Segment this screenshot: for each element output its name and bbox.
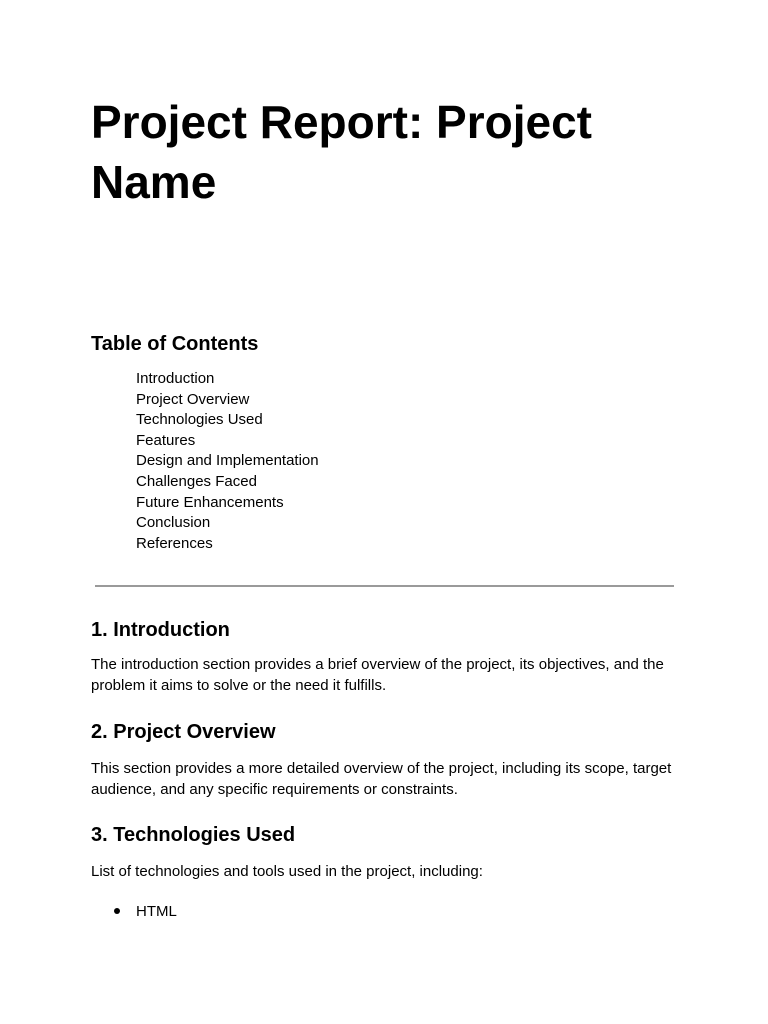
toc-item-references: References [136,534,213,552]
section-heading-introduction: 1. Introduction [91,619,230,641]
toc-heading: Table of Contents [91,333,259,355]
toc-item-technologies-used: Technologies Used [136,411,263,429]
document-title: Project Report: Project Name [91,96,592,208]
toc-list [136,369,319,554]
section-body-technologies-used: List of technologies and tools used in the project, including: [91,863,483,880]
list-item [91,901,177,922]
section-body-introduction: The introduction section provides a brief overview of the project, its objectives, and the problem it aims to solve or the need it fulfills. [91,656,664,694]
toc-item-conclusion: Conclusion [136,514,211,532]
bullet-icon [114,908,120,914]
toc-item-future-enhancements: Future Enhancements [136,493,284,511]
toc-item-introduction: Introduction [136,370,215,387]
horizontal-divider [95,585,674,587]
toc-item-design-and-implementation: Design and Implementation [136,452,319,470]
list-item-label: HTML [136,903,177,920]
toc-item-features: Features [136,431,196,449]
section-heading-technologies-used: 3. Technologies Used [91,824,296,846]
technologies-list [91,901,177,922]
toc-item-project-overview: Project Overview [136,390,250,408]
section-body-project-overview: This section provides a more detailed overview of the project, including its scope, target audience, and any specific requirements or constraints. [91,760,672,798]
section-heading-project-overview: 2. Project Overview [91,721,276,743]
toc-item-challenges-faced: Challenges Faced [136,472,257,490]
